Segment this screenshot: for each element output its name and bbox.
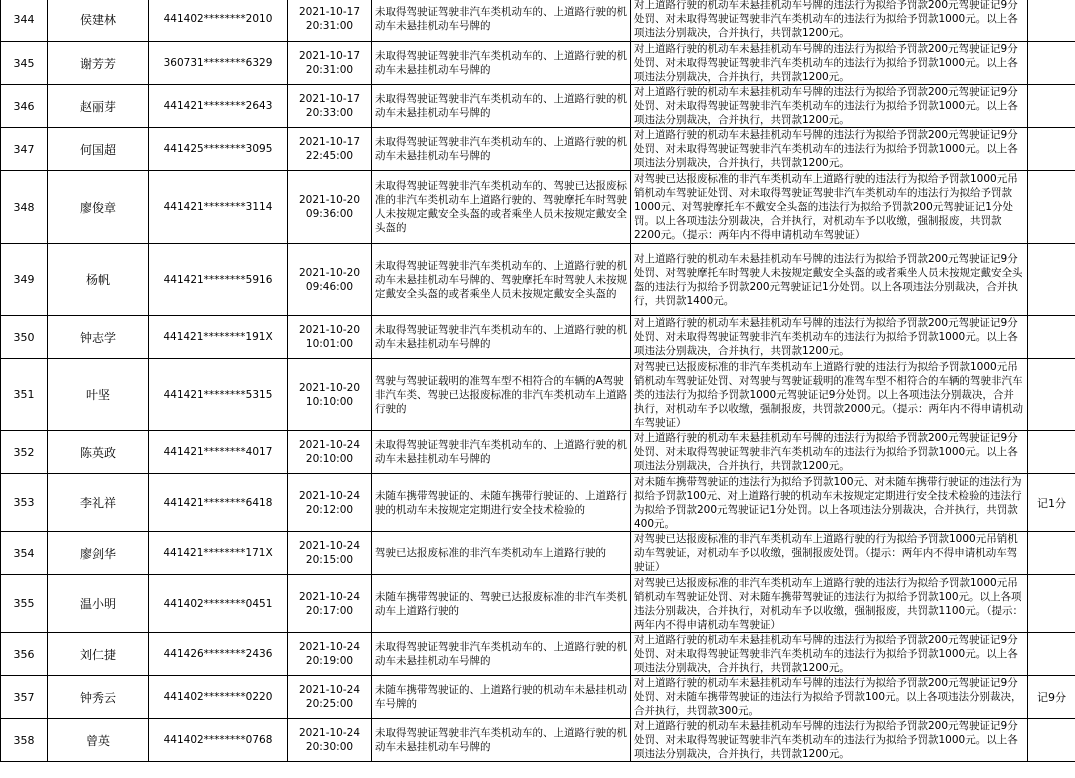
- cell-time: 20:31:00: [305, 20, 354, 32]
- cell-penalty[interactable]: 对上道路行驶的机动车未悬挂机动车号牌的违法行为拟给予罚款200元驾驶证记9分处罚、对未取得驾驶证驾驶非汽车类机动车的违法行为拟给予罚款1000元。以上各项违法分别裁决，合并执行，共罚款1200元。: [631, 633, 1028, 676]
- cell-id-number[interactable]: 441426********2436: [149, 633, 288, 676]
- cell-id-number[interactable]: 441421********5315: [149, 359, 288, 431]
- cell-datetime[interactable]: [288, 532, 372, 575]
- cell-id-number[interactable]: 441425********3095: [149, 128, 288, 171]
- cell-violation-fact[interactable]: 未取得驾驶证驾驶非汽车类机动车的、上道路行驶的机动车未悬挂机动车号牌的: [372, 719, 631, 762]
- cell-time: 20:31:00: [305, 64, 354, 76]
- table-row: [1, 0, 1075, 42]
- cell-id-number[interactable]: 360731********6329: [149, 42, 288, 85]
- cell-seq[interactable]: 344: [1, 0, 48, 42]
- table-row: [1, 244, 1075, 316]
- cell-datetime[interactable]: [288, 85, 372, 128]
- cell-violation-fact[interactable]: 未取得驾驶证驾驶非汽车类机动车的、驾驶已达报废标准的非汽车类机动车上道路行驶的、驾驶摩托车时驾驶人未按规定戴安全头盔的或者乘坐人员未按规定戴安全头盔的: [372, 171, 631, 244]
- cell-id-number[interactable]: 441421********191X: [149, 316, 288, 359]
- cell-seq[interactable]: 353: [1, 474, 48, 532]
- cell-date: 2021-10-20: [298, 194, 361, 206]
- cell-violation-fact[interactable]: 驾驶与驾驶证载明的准驾车型不相符合的车辆的A驾驶非汽车类、驾驶已达报废标准的非汽车类机动车上道路行驶的: [372, 359, 631, 431]
- cell-date: 2021-10-24: [298, 540, 361, 552]
- cell-name[interactable]: 钟志学: [48, 316, 149, 359]
- cell-time: 09:46:00: [305, 280, 354, 293]
- cell-penalty[interactable]: 对驾驶已达报废标准的非汽车类机动车上道路行驶的违法行为拟给予罚款1000元吊销机动车驾驶证处罚、对未随车携带驾驶证的违法行为拟给予罚款100元。以上各项违法分别裁决，合并执行，对机动车予以收缴，强制报废，共罚款1100元。（提示：两年内不得申请机动车驾驶证）: [631, 575, 1028, 633]
- cell-violation-fact[interactable]: 未取得驾驶证驾驶非汽车类机动车的、上道路行驶的机动车未悬挂机动车号牌的: [372, 633, 631, 676]
- cell-penalty[interactable]: 对上道路行驶的机动车未悬挂机动车号牌的违法行为拟给予罚款200元驾驶证记9分处罚、对驾驶摩托车时驾驶人未按规定戴安全头盔的或者乘坐人员未按规定戴安全头盔的违法行为拟给予罚款200元驾驶证记1分处罚。以上各项违法分别裁决，合并执行，共罚款1400元。: [631, 244, 1028, 316]
- cell-name[interactable]: 廖俊章: [48, 171, 149, 244]
- table-row: [1, 359, 1075, 431]
- cell-name[interactable]: 陈英政: [48, 431, 149, 474]
- cell-time: 20:30:00: [305, 741, 354, 753]
- cell-datetime[interactable]: [288, 575, 372, 633]
- cell-seq[interactable]: 347: [1, 128, 48, 171]
- cell-datetime[interactable]: [288, 42, 372, 85]
- cell-penalty[interactable]: 对上道路行驶的机动车未悬挂机动车号牌的违法行为拟给予罚款200元驾驶证记9分处罚、对未取得驾驶证驾驶非汽车类机动车的违法行为拟给予罚款1000元。以上各项违法分别裁决，合并执行，共罚款1200元。: [631, 0, 1028, 42]
- cell-note[interactable]: [1028, 128, 1075, 171]
- cell-penalty[interactable]: 对上道路行驶的机动车未悬挂机动车号牌的违法行为拟给予罚款200元驾驶证记9分处罚、对未取得驾驶证驾驶非汽车类机动车的违法行为拟给予罚款1000元。以上各项违法分别裁决，合并执行，共罚款1200元。: [631, 128, 1028, 171]
- cell-time: 20:17:00: [305, 604, 354, 617]
- table-row: [1, 633, 1075, 676]
- cell-note[interactable]: [1028, 42, 1075, 85]
- cell-date: 2021-10-24: [298, 489, 361, 502]
- cell-datetime[interactable]: [288, 128, 372, 171]
- cell-datetime[interactable]: [288, 474, 372, 532]
- table-row: [1, 676, 1075, 719]
- cell-seq[interactable]: 349: [1, 244, 48, 316]
- cell-datetime[interactable]: [288, 676, 372, 719]
- cell-id-number[interactable]: 441402********0768: [149, 719, 288, 762]
- cell-date: 2021-10-17: [298, 93, 361, 105]
- cell-time: 09:36:00: [305, 208, 354, 220]
- cell-date: 2021-10-24: [298, 684, 361, 696]
- cell-violation-fact[interactable]: 未取得驾驶证驾驶非汽车类机动车的、上道路行驶的机动车未悬挂机动车号牌的: [372, 0, 631, 42]
- cell-datetime[interactable]: [288, 633, 372, 676]
- table-row: [1, 316, 1075, 359]
- cell-violation-fact[interactable]: 未取得驾驶证驾驶非汽车类机动车的、上道路行驶的机动车未悬挂机动车号牌的、驾驶摩托车时驾驶人未按规定戴安全头盔的或者乘坐人员未按规定戴安全头盔的: [372, 244, 631, 316]
- cell-seq[interactable]: 354: [1, 532, 48, 575]
- cell-time: 10:01:00: [305, 338, 354, 350]
- table-row: [1, 474, 1075, 532]
- table-row: [1, 128, 1075, 171]
- cell-name[interactable]: 刘仁捷: [48, 633, 149, 676]
- cell-date: 2021-10-24: [298, 727, 361, 739]
- cell-penalty[interactable]: 对上道路行驶的机动车未悬挂机动车号牌的违法行为拟给予罚款200元驾驶证记9分处罚、对未取得驾驶证驾驶非汽车类机动车的违法行为拟给予罚款1000元。以上各项违法分别裁决，合并执行，共罚款1200元。: [631, 42, 1028, 85]
- cell-date: 2021-10-24: [298, 439, 361, 451]
- cell-violation-fact[interactable]: 未取得驾驶证驾驶非汽车类机动车的、上道路行驶的机动车未悬挂机动车号牌的: [372, 128, 631, 171]
- cell-violation-fact[interactable]: 未取得驾驶证驾驶非汽车类机动车的、上道路行驶的机动车未悬挂机动车号牌的: [372, 85, 631, 128]
- cell-id-number[interactable]: 441421********5916: [149, 244, 288, 316]
- cell-seq[interactable]: 350: [1, 316, 48, 359]
- cell-seq[interactable]: 357: [1, 676, 48, 719]
- cell-time: 20:12:00: [305, 503, 354, 516]
- cell-date: 2021-10-20: [298, 266, 361, 279]
- cell-penalty[interactable]: 对驾驶已达报废标准的非汽车类机动车上道路行驶的违法行为拟给予罚款1000元吊销机动车驾驶证处罚、对驾驶与驾驶证载明的准驾车型不相符合的车辆的驾驶非汽车类的违法行为拟给予罚款1000元驾驶证记9分处罚。以上各项违法分别裁决，合并执行，对机动车予以收缴，强制报废，共罚款2000元。（提示：两年内不得申请机动车驾驶证）: [631, 359, 1028, 431]
- cell-date: 2021-10-20: [298, 324, 361, 336]
- cell-id-number[interactable]: 441402********2010: [149, 0, 288, 42]
- cell-penalty[interactable]: 对上道路行驶的机动车未悬挂机动车号牌的违法行为拟给予罚款200元驾驶证记9分处罚、对未取得驾驶证驾驶非汽车类机动车的违法行为拟给予罚款1000元。以上各项违法分别裁决，合并执行，共罚款1200元。: [631, 316, 1028, 359]
- cell-note[interactable]: 记9分: [1028, 676, 1075, 719]
- cell-seq[interactable]: 351: [1, 359, 48, 431]
- cell-seq[interactable]: 345: [1, 42, 48, 85]
- cell-penalty[interactable]: 对上道路行驶的机动车未悬挂机动车号牌的违法行为拟给予罚款200元驾驶证记9分处罚、对未取得驾驶证驾驶非汽车类机动车的违法行为拟给予罚款1000元。以上各项违法分别裁决，合并执行，共罚款1200元。: [631, 719, 1028, 762]
- cell-violation-fact[interactable]: 未取得驾驶证驾驶非汽车类机动车的、上道路行驶的机动车未悬挂机动车号牌的: [372, 316, 631, 359]
- cell-name[interactable]: 侯建林: [48, 0, 149, 42]
- cell-violation-fact[interactable]: 未随车携带驾驶证的、未随车携带行驶证的、上道路行驶的机动车未按规定定期进行安全技术检验的: [372, 474, 631, 532]
- table-row: [1, 575, 1075, 633]
- cell-datetime[interactable]: [288, 244, 372, 316]
- cell-name[interactable]: 赵丽芽: [48, 85, 149, 128]
- cell-datetime[interactable]: [288, 359, 372, 431]
- cell-id-number[interactable]: 441402********0451: [149, 575, 288, 633]
- cell-name[interactable]: 温小明: [48, 575, 149, 633]
- cell-penalty[interactable]: 对驾驶已达报废标准的非汽车类机动车上道路行驶的违法行为拟给予罚款1000元吊销机动车驾驶证处罚、对未取得驾驶证驾驶非汽车类机动车的违法行为拟给予罚款1000元、对驾驶摩托车不戴安全头盔的违法行为拟给予罚款200元驾驶证记1分处罚。以上各项违法分别裁决，合并执行，对机动车予以收缴，强制报废，共罚款2200元。（提示：两年内不得申请机动车驾驶证）: [631, 171, 1028, 244]
- cell-date: 2021-10-17: [298, 136, 361, 148]
- cell-name[interactable]: 何国超: [48, 128, 149, 171]
- cell-note[interactable]: [1028, 0, 1075, 42]
- cell-datetime[interactable]: [288, 316, 372, 359]
- cell-seq[interactable]: 348: [1, 171, 48, 244]
- cell-time: 20:25:00: [305, 698, 354, 710]
- cell-time: 20:10:00: [305, 453, 354, 465]
- cell-name[interactable]: 曾英: [48, 719, 149, 762]
- cell-id-number[interactable]: 441421********171X: [149, 532, 288, 575]
- cell-time: 20:15:00: [305, 554, 354, 566]
- table-row: [1, 171, 1075, 244]
- cell-note[interactable]: [1028, 532, 1075, 575]
- cell-time: 20:19:00: [305, 655, 354, 667]
- cell-note[interactable]: 记1分: [1028, 474, 1075, 532]
- cell-note[interactable]: [1028, 85, 1075, 128]
- cell-note[interactable]: [1028, 244, 1075, 316]
- cell-name[interactable]: 廖剑华: [48, 532, 149, 575]
- cell-name[interactable]: 杨帆: [48, 244, 149, 316]
- cell-note[interactable]: [1028, 171, 1075, 244]
- cell-penalty[interactable]: 对驾驶已达报废标准的非汽车类机动车上道路行驶的行为拟给予罚款1000元吊销机动车驾驶证，对机动车予以收缴，强制报废处罚。（提示：两年内不得申请机动车驾驶证）: [631, 532, 1028, 575]
- table-row: [1, 42, 1075, 85]
- cell-datetime[interactable]: [288, 719, 372, 762]
- cell-violation-fact[interactable]: 未随车携带驾驶证的、上道路行驶的机动车未悬挂机动车号牌的: [372, 676, 631, 719]
- cell-id-number[interactable]: 441402********0220: [149, 676, 288, 719]
- cell-seq[interactable]: 346: [1, 85, 48, 128]
- cell-id-number[interactable]: 441421********4017: [149, 431, 288, 474]
- cell-datetime[interactable]: [288, 431, 372, 474]
- cell-date: 2021-10-17: [298, 50, 361, 62]
- cell-id-number[interactable]: 441421********3114: [149, 171, 288, 244]
- cell-date: 2021-10-20: [298, 381, 361, 394]
- cell-name[interactable]: 钟秀云: [48, 676, 149, 719]
- cell-penalty[interactable]: 对未随车携带驾驶证的违法行为拟给予罚款100元、对未随车携带行驶证的违法行为拟给予罚款100元、对上道路行驶的机动车未按规定定期进行安全技术检验的违法行为拟给予罚款200元驾驶证记1分处罚。以上各项违法分别裁决，合并执行，共罚款400元。: [631, 474, 1028, 532]
- table-row: [1, 719, 1075, 762]
- cell-note[interactable]: [1028, 316, 1075, 359]
- cell-note[interactable]: [1028, 719, 1075, 762]
- cell-time: 20:33:00: [305, 107, 354, 119]
- cell-id-number[interactable]: 441421********6418: [149, 474, 288, 532]
- cell-penalty[interactable]: 对上道路行驶的机动车未悬挂机动车号牌的违法行为拟给予罚款200元驾驶证记9分处罚、对未随车携带驾驶证的违法行为拟给予罚款100元。以上各项违法分别裁决，合并执行，共罚款300元。: [631, 676, 1028, 719]
- cell-note[interactable]: [1028, 431, 1075, 474]
- cell-seq[interactable]: 356: [1, 633, 48, 676]
- cell-datetime[interactable]: [288, 171, 372, 244]
- cell-note[interactable]: [1028, 633, 1075, 676]
- cell-seq[interactable]: 358: [1, 719, 48, 762]
- cell-penalty[interactable]: 对上道路行驶的机动车未悬挂机动车号牌的违法行为拟给予罚款200元驾驶证记9分处罚、对未取得驾驶证驾驶非汽车类机动车的违法行为拟给予罚款1000元。以上各项违法分别裁决，合并执行，共罚款1200元。: [631, 85, 1028, 128]
- cell-note[interactable]: [1028, 359, 1075, 431]
- cell-name[interactable]: 李礼祥: [48, 474, 149, 532]
- cell-date: 2021-10-24: [298, 641, 361, 653]
- cell-penalty[interactable]: 对上道路行驶的机动车未悬挂机动车号牌的违法行为拟给予罚款200元驾驶证记9分处罚、对未取得驾驶证驾驶非汽车类机动车的违法行为拟给予罚款1000元。以上各项违法分别裁决，合并执行，共罚款1200元。: [631, 431, 1028, 474]
- cell-violation-fact[interactable]: 未取得驾驶证驾驶非汽车类机动车的、上道路行驶的机动车未悬挂机动车号牌的: [372, 431, 631, 474]
- cell-time: 22:45:00: [305, 150, 354, 162]
- cell-time: 10:10:00: [305, 395, 354, 408]
- cell-note[interactable]: [1028, 575, 1075, 633]
- table-row: [1, 85, 1075, 128]
- cell-date: 2021-10-24: [298, 590, 361, 603]
- table-row: [1, 431, 1075, 474]
- cell-seq[interactable]: 352: [1, 431, 48, 474]
- cell-datetime[interactable]: [288, 0, 372, 42]
- cell-violation-fact[interactable]: 未取得驾驶证驾驶非汽车类机动车的、上道路行驶的机动车未悬挂机动车号牌的: [372, 42, 631, 85]
- cell-name[interactable]: 谢芳芳: [48, 42, 149, 85]
- cell-date: 2021-10-17: [298, 6, 361, 18]
- cell-violation-fact[interactable]: 未随车携带驾驶证的、驾驶已达报废标准的非汽车类机动车上道路行驶的: [372, 575, 631, 633]
- cell-violation-fact[interactable]: 驾驶已达报废标准的非汽车类机动车上道路行驶的: [372, 532, 631, 575]
- cell-seq[interactable]: 355: [1, 575, 48, 633]
- cell-name[interactable]: 叶坚: [48, 359, 149, 431]
- table-row: [1, 532, 1075, 575]
- cell-id-number[interactable]: 441421********2643: [149, 85, 288, 128]
